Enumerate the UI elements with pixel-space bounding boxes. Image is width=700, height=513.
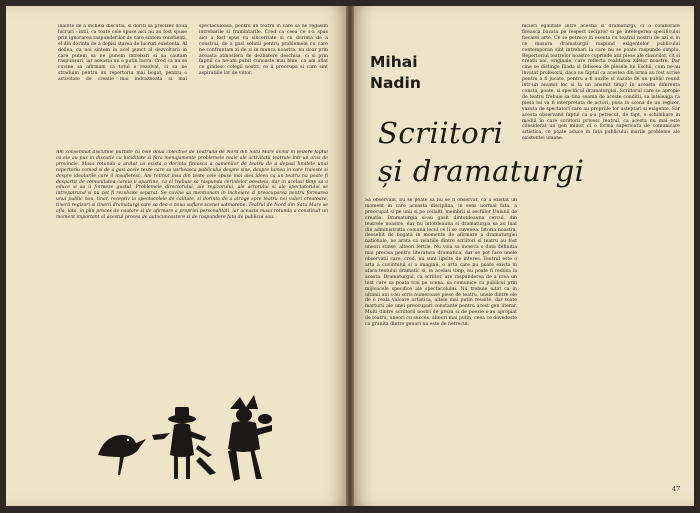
jester-silhouette: [228, 395, 272, 481]
hatted-figure-silhouette: [168, 407, 216, 479]
right-column-2: nicieri egalitate intre acestia si dramaturgi, ci o colaborare fireasca bazata pe respect reciproc si pe intelegerea specificului fiecarei arte. Ce se petrece in esenta cu teatrul nostru de azi si in ce masura dramaturgii raspund exigentelor publicului contemporan sint intrebari la care nu se poate raspunde simplu. Repertoriul teatrelor noastre cuprinde atit piese ale clasicilor, cit si creatii noi, originale, care reflecta realitatea zilelor noastre. Dar cine se distinge Iliada si Odiseea de piesele lui Eschil, cum ne-au invatat profesorii, daca nu faptul ca acestea din urma au fost scrise pentru a fi jucate, pentru a fi auzite si vazute de un public reunit intr-un anumit loc si la un anumit timp? In aceasta diferenta consta, poate, si specificul dramaturgiei. Scriitorul care se apropie de teatru trebuie sa tina seama de aceste conditii, sa inteleaga ca piesa lui va fi interpretata de actori, pusa in scena de un regizor, vazuta de spectatori care au propriile lor asteptari si exigente. Sar acesta observand faptul ca s-a petrecut, de fapt, o schimbare in modul in care scriitorii privesc teatrul, ca acesta nu mai este considerat un gen minor, ci o forma superioara de comunicare artistica, ce poate aduce in fata publicului marile probleme ale existentei umane.: [522, 24, 680, 142]
silhouette-illustration: [90, 385, 290, 485]
left-top-text: inainte de a incheia discutia, si doriti sa precizez doua lucruri : intii, ca toate cele spuse aici nu au fost spuse prin ignorarea raspunderilor de care sintem constienti, el din dorinta de a depisi starea de lucruri existenta. Al doilea, ca noi sintem in acel punct al dezvoltarii in care putem sa ne punem intrebari si sa cautam raspunsuri, iar aceasta nu e putin lucru. Cred ca nu se cuvine sa afirmam ca totul e rezolvat, ci sa ne straduim pentru un repertoriu mai bogat, pentru o activitate de creatie mai indrazneata si mai spectaculoasa, pentru un teatru in care sa ne regasim intrebarile si framintarile. Cred ca ceea ce s-a spus aici a fost spus cu sinceritate si cu dorinta de a construi, de a gasi solutii pentru problemele cu care ne confruntam zi de zi in munca noastra. nu doar prin aceasta atmosfera de dezbatere deschisa, ci si prin faptul ca ne-am putut cunoaste mai bine, ca am aflat ce gindesc colegii nostri, ce ii preocupa si care sint aspiratiile lor de viitor.: [58, 24, 328, 83]
right-column-1: Sa observam, nu se poate sa nu se fi observat, ca a existat un moment in care aceasta disciplina, in sens normal fata, a preocupat si pe unii si pe ceilalti, membrii si secfiilor Uniunii de creatie. Dramaturgia si-au gasit dintotdeauna cercul, din teatrele noastre, dar nu intotdeauna si dramaturgia sa au luat din administratia comuna locul ce li se cuvenea. Istoria noastra, deosebit de bogata in momente de afirmare a dramaturgiei nationale, ne arata ca relatiile dintre scriitori si teatru au fost uneori stinse, alteori fertile. Nu voia sa incerca o data definitia mai precisa pentru literatura dramatica, dar se pot face unele observatii care, cred, nu sunt lipsite de interes. Teatrul este o arta a cuvintului si a imaginii, o arta care nu poate exista in afara textului dramatic si, in acelasi timp, nu poate fi redusa la acesta. Dramaturgul, ca scriitor, are raspunderea de a crea un text care sa poata trai pe scena, sa comunice cu publicul prin mijloacele specifice ale spectacolului. Nu trebuie uitat ca in ultimii ani s-au scris numeroase piese de teatru, unele dintre ele de o reala valoare artistica, altele mai putin reusite, dar toate marturii ale unei preocupari constante pentru acest gen literar. Multi dintre scriitorii nostri de proza si de poezie s-au apropiat de teatru, uneori cu succes, alteori mai putin, ceea ce dovedeste ca granita dintre genuri nu este de netrecut.: [365, 198, 517, 328]
small-bird-silhouette: [152, 433, 170, 440]
left-italic-text: Am consemnat discutiile purtate cu cele doua colective de Teatrului de Nord din Satu Mare avind in vedere faptul ca ele au pus in discutie cu luciditate si fara menajamente problemele reale ale activitatii teatrale intr-un oras de provincie. Masa rotunda a aratat ca exista o dorinta fireasca a oamenilor de teatru de a depasi limitele unui repertoriu comod si de a gasi acele texte care sa vorbeasca publicului despre sine, despre lumea in care traieste si despre idealurile care il insufletesc. Am retinut insa din toate cele spuse mai ales ideea ca un teatru nu poate fi despartit de comunitatea careia ii apartine, ca el trebuie sa raspunda cerintelor acesteia, dar in acelasi timp sa o educe si sa ii formeze gustul. Problemele directorului, ale regizorului, ale actorului si ale spectatorului se intrepatrund si nu pot fi rezolvate separat. Se cuvine sa mentionam in incheiere si preocuparea pentru formarea unui public nou, tinar, receptiv la spectacolele de calitate, si dorinta de a atrage spre teatru noi valori creatoare, tinerii regizori si tinerii dramaturgi care sa dea o noua suflare scenei satmarene. Teatrul de Nord din Satu Mare se afla, iata, in plin proces de cautare si de afirmare a propriei personalitati, iar aceasta masa rotunda a constituit un moment important al acestui proces de autocunoastere si de raspundere fata de publicul sau.: [56, 150, 328, 220]
page-number: 47: [672, 485, 681, 493]
book-gutter: [346, 6, 354, 506]
bird-silhouette: [98, 435, 146, 475]
article-title: Scriitori și dramaturgi: [378, 116, 585, 188]
author-name: Mihai Nadin: [370, 53, 421, 92]
